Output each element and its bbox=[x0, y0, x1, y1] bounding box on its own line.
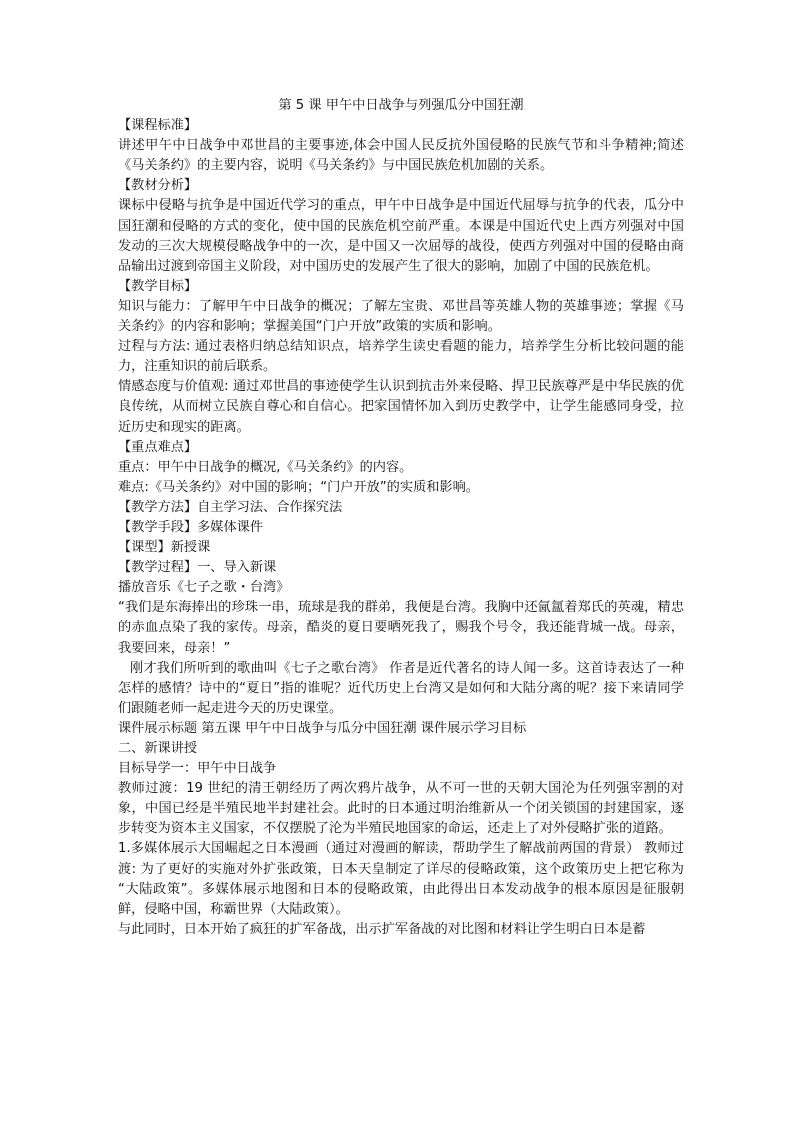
paragraph-means: 【教学手段】多媒体课件 bbox=[118, 519, 264, 535]
paragraph-multimedia-1: 1.多媒体展示大国崛起之日本漫画（通过对漫画的解读，帮助学生了解战前两国的背景） 教师过渡: 为了更好的实施对外扩张政策，日本天皇制定了详尽的侵略政策，这个政策历史上把它称为 “大陆政策”。多媒体展示地图和日本的侵略政策，由此得出日本发动战争的根本原因是征服朝鲜，侵略中国，称霸世界（大陆政策）。 bbox=[118, 841, 684, 917]
lesson-title: 第 5 课 甲午中日战争与列强瓜分中国狂潮 bbox=[278, 98, 524, 113]
paragraph-goal-process: 过程与方法: 通过表格归纳总结知识点，培养学生读史看题的能力，培养学生分析比较问题的能力，注重知识的前后联系。 bbox=[118, 339, 684, 375]
section-heading-new-lesson: 二、新课讲授 bbox=[118, 741, 198, 756]
paragraph-lesson-type: 【课型】新授课 bbox=[118, 540, 211, 556]
section-heading-analysis: 【教材分析】 bbox=[118, 178, 198, 194]
section-heading-curriculum: 【课程标准】 bbox=[118, 118, 198, 134]
paragraph-key-point: 重点：甲午中日战争的概况,《马关条约》的内容。 bbox=[118, 459, 413, 475]
section-heading-key-points: 【重点难点】 bbox=[118, 439, 198, 455]
document-page bbox=[118, 96, 684, 940]
paragraph-transition: 教师过渡：19 世纪的清王朝经历了两次鸦片战争，从不可一世的天朝大国沦为任列强宰割的对象，中国已经是半殖民地半封建社会。此时的日本通过明治维新从一个闭关锁国的封建国家，逐步转变为资本主义国家，不仅摆脱了沦为半殖民地国家的命运，还走上了对外侵略扩张的道路。 bbox=[118, 781, 684, 837]
paragraph-difficulty: 难点:《马关条约》对中国的影响；“门户开放”的实质和影响。 bbox=[118, 479, 479, 495]
paragraph-curriculum: 讲述甲午中日战争中邓世昌的主要事迹,体会中国人民反抗外国侵略的民族气节和斗争精神;简述《马关条约》的主要内容，说明《马关条约》与中国民族危机加剧的关系。 bbox=[118, 138, 684, 174]
section-heading-goals: 【教学目标】 bbox=[118, 278, 198, 294]
paragraph-song-discussion: 刚才我们所听到的歌曲叫《七子之歌台湾》 作者是近代著名的诗人闻一多。这首诗表达了一种怎样的感情？诗中的“夏日”指的谁呢？近代历史上台湾又是如何和大陆分离的呢？接下来请同学们跟随老师一起走进今天的历史课堂。 bbox=[118, 660, 684, 716]
paragraph-music: 播放音乐《七子之歌・台湾》 bbox=[118, 580, 290, 596]
paragraph-process-intro: 【教学过程】一、导入新课 bbox=[118, 560, 277, 576]
paragraph-goal-knowledge: 知识与能力：了解甲午中日战争的概况；了解左宝贵、邓世昌等英雄人物的英雄事迹；掌握《马关条约》的内容和影响；掌握美国“门户开放”政策的实质和影响。 bbox=[118, 298, 684, 335]
paragraph-analysis: 课标中侵略与抗争是中国近代学习的重点，甲午中日战争是中国近代屈辱与抗争的代表，瓜分中国狂潮和侵略的方式的变化，使中国的民族危机空前严重。本课是中国近代史上西方列强对中国发动的三次大规模侵略战争中的一次，是中国又一次屈辱的战役，使西方列强对中国的侵略由商品输出过渡到帝国主义阶段，对中国历史的发展产生了很大的影响，加剧了中国的民族危机。 bbox=[118, 198, 684, 274]
paragraph-courseware-title: 课件展示标题 第五课 甲午中日战争与瓜分中国狂潮 课件展示学习目标 bbox=[118, 720, 527, 736]
paragraph-method: 【教学方法】自主学习法、合作探究法 bbox=[118, 499, 343, 515]
poem-quote: “我们是东海捧出的珍珠一串，琉球是我的群弟，我便是台湾。我胸中还氤氲着郑氏的英魂，精忠的赤血点染了我的家传。母亲，酷炎的夏日要晒死我了，赐我个号令，我还能背城一战。母亲，我要回来，母亲！” bbox=[118, 600, 684, 656]
paragraph-arms-race: 与此同时，日本开始了疯狂的扩军备战，出示扩军备战的对比图和材料让学生明白日本是蓄 bbox=[118, 921, 646, 937]
paragraph-goal-emotion: 情感态度与价值观: 通过邓世昌的事迹使学生认识到抗击外来侵略、捍卫民族尊严是中华民族的优良传统，从而树立民族自尊心和自信心。把家国情怀加入到历史教学中，让学生能感同身受，拉近历史和现实的距离。 bbox=[118, 379, 684, 435]
paragraph-goal-one: 目标导学一：甲午中日战争 bbox=[118, 761, 277, 777]
